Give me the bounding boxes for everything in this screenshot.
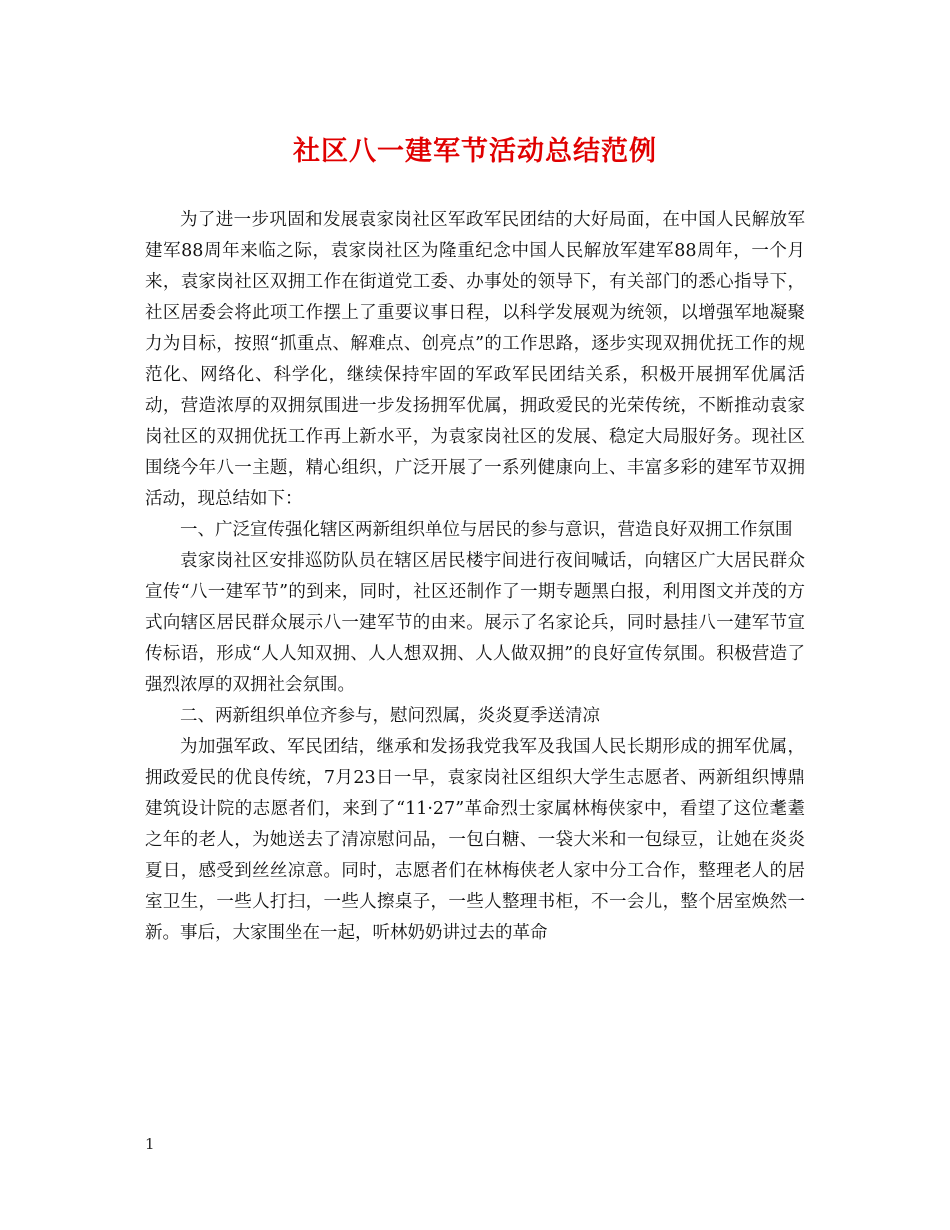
paragraph-section-2: 为加强军政、军民团结，继承和发扬我党我军及我国人民长期形成的拥军优属，拥政爱民的优良传统，7月23日一早，袁家岗社区组织大学生志愿者、两新组织博鼎建筑设计院的志愿者们，来到了“11·27”革命烈士家属林梅侠家中，看望了这位耄耋之年的老人，为她送去了清凉慰问品，一包白糖、一袋大米和一包绿豆，让她在炎炎夏日，感受到丝丝凉意。同时，志愿者们在林梅侠老人家中分工合作，整理老人的居室卫生，一些人打扫，一些人擦桌子，一些人整理书柜，不一会儿，整个居室焕然一新。事后，大家围坐在一起，听林奶奶讲过去的革命 <box>145 737 805 943</box>
section-heading-2: 二、两新组织单位齐参与，慰问烈属，炎炎夏季送清凉 <box>180 706 600 726</box>
document-title: 社区八一建军节活动总结范例 <box>293 136 657 167</box>
paragraph-intro: 为了进一步巩固和发展袁家岗社区军政军民团结的大好局面，在中国人民解放军建军88周年来临之际，袁家岗社区为隆重纪念中国人民解放军建军88周年，一个月来，袁家岗社区双拥工作在街道党工委、办事处的领导下，有关部门的悉心指导下，社区居委会将此项工作摆上了重要议事日程，以科学发展观为统领，以增强军地凝聚力为目标，按照“抓重点、解难点、创亮点”的工作思路，逐步实现双拥优抚工作的规范化、网络化、科学化，继续保持牢固的军政军民团结关系，积极开展拥军优属活动，营造浓厚的双拥氛围进一步发扬拥军优属，拥政爱民的光荣传统，不断推动袁家岗社区的双拥优抚工作再上新水平，为袁家岗社区的发展、稳定大局服好务。现社区围绕今年八一主题，精心组织，广泛开展了一系列健康向上、丰富多彩的建军节双拥活动，现总结如下： <box>145 210 805 509</box>
section-heading-1: 一、广泛宣传强化辖区两新组织单位与居民的参与意识，营造良好双拥工作氛围 <box>180 520 793 540</box>
document-body <box>145 205 805 949</box>
page-number: 1 <box>145 1135 155 1153</box>
paragraph-section-1: 袁家岗社区安排巡防队员在辖区居民楼宇间进行夜间喊话，向辖区广大居民群众宣传“八一建军节”的到来，同时，社区还制作了一期专题黑白报，利用图文并茂的方式向辖区居民群众展示八一建军节的由来。展示了名家论兵，同时悬挂八一建军节宣传标语，形成“人人知双拥、人人想双拥、人人做双拥”的良好宣传氛围。积极营造了强烈浓厚的双拥社会氛围。 <box>145 551 805 695</box>
